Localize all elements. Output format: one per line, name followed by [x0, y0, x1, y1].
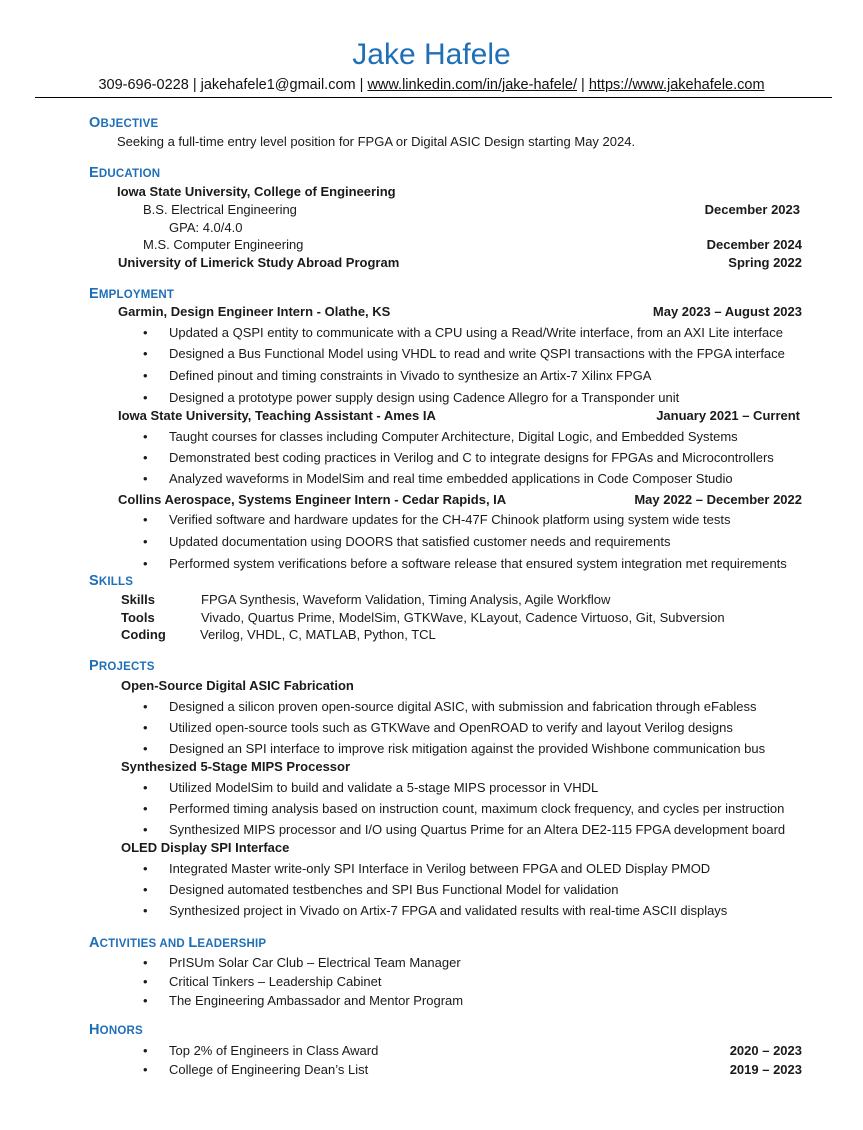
job-date: January 2021 – Current: [656, 408, 800, 423]
bullet-icon: •: [143, 822, 148, 837]
section-heading-honors: HONORS: [89, 1022, 143, 1038]
degree-bs: B.S. Electrical Engineering: [143, 202, 297, 217]
separator: |: [581, 77, 585, 93]
bullet-icon: •: [143, 780, 148, 795]
list-item: Synthesized project in Vivado on Artix-7 FPGA and validated results with real-time ASCII displays: [169, 903, 728, 918]
list-item: Taught courses for classes including Computer Architecture, Digital Logic, and Embedded Systems: [169, 429, 738, 444]
email-address: jakehafele1@gmail.com: [200, 77, 356, 93]
list-item: Designed a silicon proven open-source digital ASIC, with submission and fabrication through eFabless: [169, 699, 757, 714]
list-item: PrISUm Solar Car Club – Electrical Team Manager: [169, 955, 461, 970]
section-heading-employment: EMPLOYMENT: [89, 286, 175, 302]
list-item: Analyzed waveforms in ModelSim and real time embedded applications in Code Composer Studio: [169, 471, 733, 486]
list-item: The Engineering Ambassador and Mentor Program: [169, 993, 464, 1008]
bullet-icon: •: [143, 368, 148, 383]
project-title: OLED Display SPI Interface: [121, 840, 290, 855]
bullet-icon: •: [143, 556, 148, 571]
bullet-icon: •: [143, 390, 148, 405]
coding-label: Coding: [121, 627, 166, 642]
coding-value: Verilog, VHDL, C, MATLAB, Python, TCL: [200, 627, 436, 642]
job-date: May 2023 – August 2023: [652, 304, 802, 319]
list-item: Critical Tinkers – Leadership Cabinet: [169, 974, 382, 989]
job-title: Garmin, Design Engineer Intern - Olathe, KS: [118, 304, 391, 319]
bullet-icon: •: [143, 450, 148, 465]
list-item: Performed system verifications before a software release that ensured system integration met requirements: [169, 556, 787, 571]
degree-ms: M.S. Computer Engineering: [143, 237, 304, 252]
list-item: Designed a Bus Functional Model using VHDL to read and write QSPI transactions with the FPGA interface: [169, 346, 785, 361]
list-item: College of Engineering Dean’s List: [169, 1062, 369, 1077]
list-item: Utilized ModelSim to build and validate a 5-stage MIPS processor in VHDL: [169, 780, 599, 795]
school-name: Iowa State University, College of Engineering: [117, 184, 396, 199]
website-link[interactable]: https://www.jakehafele.com: [588, 77, 765, 93]
skills-value: FPGA Synthesis, Waveform Validation, Timing Analysis, Agile Workflow: [201, 592, 611, 607]
study-abroad-date: Spring 2022: [728, 255, 802, 270]
tools-label: Tools: [121, 610, 155, 625]
gpa: GPA: 4.0/4.0: [169, 220, 243, 235]
header-divider: [35, 97, 832, 98]
phone-number: 309-696-0228: [98, 77, 189, 93]
bullet-icon: •: [143, 346, 148, 361]
job-title: Iowa State University, Teaching Assistant - Ames IA: [118, 408, 436, 423]
honor-date: 2020 – 2023: [729, 1043, 802, 1058]
list-item: Defined pinout and timing constraints in Vivado to synthesize an Artix-7 Xilinx FPGA: [169, 368, 652, 383]
job-date: May 2022 – December 2022: [634, 492, 802, 507]
bullet-icon: •: [143, 861, 148, 876]
bullet-icon: •: [143, 801, 148, 816]
list-item: Designed a prototype power supply design using Cadence Allegro for a Transponder unit: [169, 390, 680, 405]
list-item: Updated documentation using DOORS that satisfied customer needs and requirements: [169, 534, 671, 549]
study-abroad: University of Limerick Study Abroad Program: [118, 255, 400, 270]
list-item: Performed timing analysis based on instruction count, maximum clock frequency, and cycles per instruction: [169, 801, 785, 816]
contact-line: [0, 77, 863, 93]
section-heading-activities: ACTIVITIES AND LEADERSHIP: [89, 935, 267, 951]
tools-value: Vivado, Quartus Prime, ModelSim, GTKWave, KLayout, Cadence Virtuoso, Git, Subversion: [201, 610, 725, 625]
list-item: Integrated Master write-only SPI Interface in Verilog between FPGA and OLED Display PMOD: [169, 861, 711, 876]
section-heading-education: EDUCATION: [89, 165, 161, 181]
list-item: Designed an SPI interface to improve risk mitigation against the provided Wishbone communication bus: [169, 741, 766, 756]
list-item: Utilized open-source tools such as GTKWave and OpenROAD to verify and layout Verilog designs: [169, 720, 733, 735]
bullet-icon: •: [143, 1062, 148, 1077]
bullet-icon: •: [143, 429, 148, 444]
bullet-icon: •: [143, 882, 148, 897]
bullet-icon: •: [143, 699, 148, 714]
resume-name: Jake Hafele: [352, 38, 511, 71]
section-heading-objective: OBJECTIVE: [89, 115, 159, 131]
bullet-icon: •: [143, 955, 148, 970]
degree-bs-date: December 2023: [704, 202, 800, 217]
list-item: Top 2% of Engineers in Class Award: [169, 1043, 379, 1058]
bullet-icon: •: [143, 720, 148, 735]
bullet-icon: •: [143, 974, 148, 989]
bullet-icon: •: [143, 471, 148, 486]
skills-label: Skills: [121, 592, 155, 607]
bullet-icon: •: [143, 534, 148, 549]
list-item: Designed automated testbenches and SPI Bus Functional Model for validation: [169, 882, 619, 897]
bullet-icon: •: [143, 512, 148, 527]
list-item: Demonstrated best coding practices in Verilog and C to integrate designs for FPGAs and Microcontrollers: [169, 450, 774, 465]
bullet-icon: •: [143, 993, 148, 1008]
linkedin-link[interactable]: www.linkedin.com/in/jake-hafele/: [367, 77, 577, 93]
separator: |: [359, 77, 364, 93]
bullet-icon: •: [143, 1043, 148, 1058]
bullet-icon: •: [143, 741, 148, 756]
list-item: Verified software and hardware updates for the CH-47F Chinook platform using system wide tests: [169, 512, 731, 527]
project-title: Synthesized 5-Stage MIPS Processor: [121, 759, 351, 774]
bullet-icon: •: [143, 325, 148, 340]
job-title: Collins Aerospace, Systems Engineer Intern - Cedar Rapids, IA: [118, 492, 507, 507]
separator: |: [192, 77, 197, 93]
objective-text: Seeking a full-time entry level position for FPGA or Digital ASIC Design starting May 2024.: [117, 134, 636, 149]
list-item: Updated a QSPI entity to communicate with a CPU using a Read/Write interface, from an AXI Lite interface: [169, 325, 783, 340]
project-title: Open-Source Digital ASIC Fabrication: [121, 678, 354, 693]
section-heading-projects: PROJECTS: [89, 658, 155, 674]
degree-ms-date: December 2024: [706, 237, 802, 252]
list-item: Synthesized MIPS processor and I/O using Quartus Prime for an Altera DE2-115 FPGA development board: [169, 822, 786, 837]
honor-date: 2019 – 2023: [729, 1062, 802, 1077]
bullet-icon: •: [143, 903, 148, 918]
section-heading-skills: SKILLS: [89, 573, 134, 589]
